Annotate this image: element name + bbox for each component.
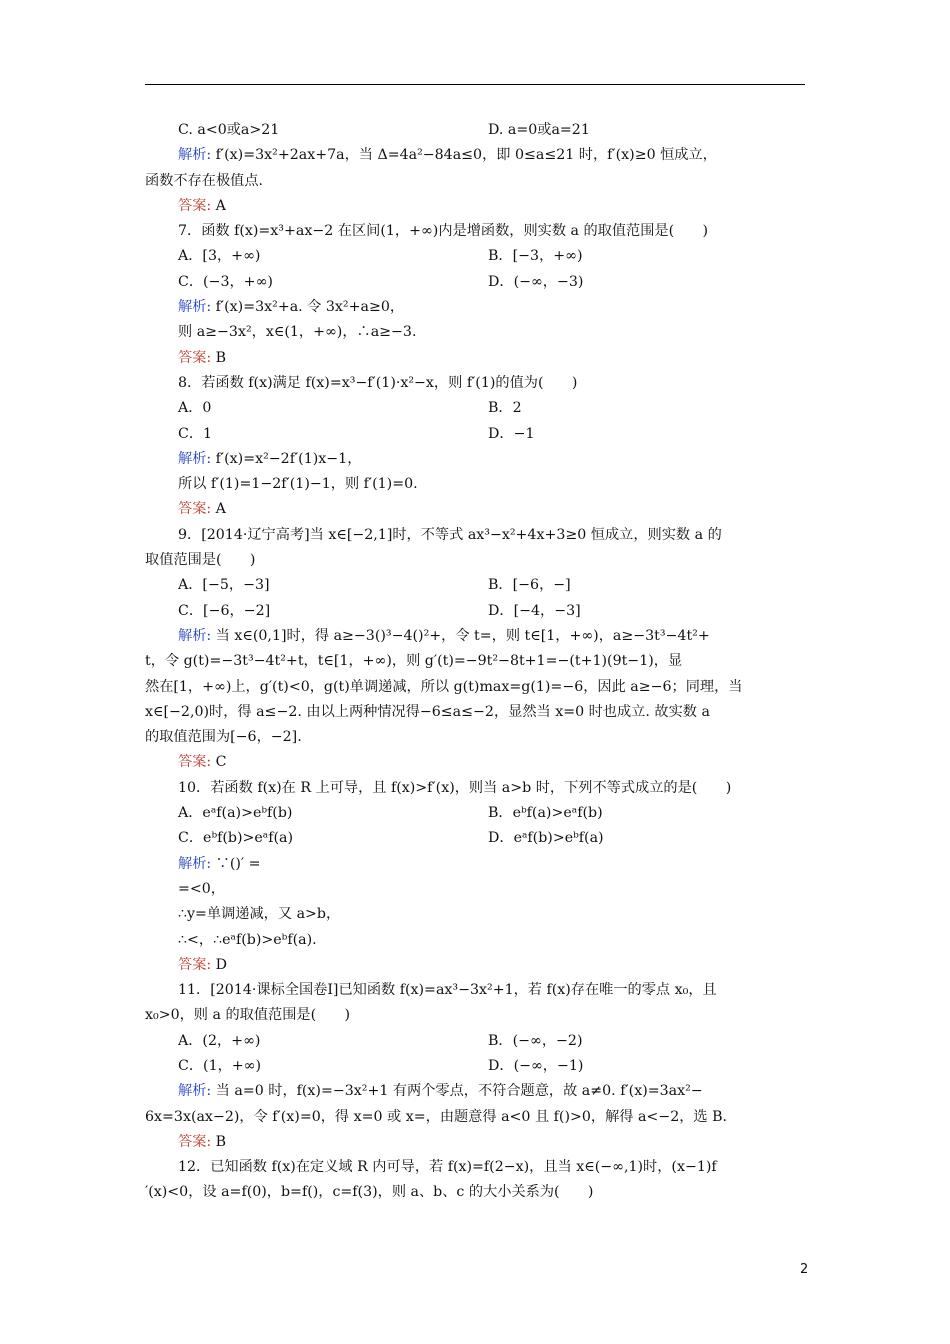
document-body [145, 118, 807, 1206]
line-text: A [215, 501, 226, 518]
option-right: D. a=0或a=21 [488, 122, 590, 138]
options-row [145, 599, 807, 624]
option-right: B．[−6，−] [488, 577, 571, 594]
answer-label: 答案: [178, 956, 212, 973]
answer-label: 答案: [178, 197, 212, 214]
answer-label: 答案: [178, 349, 212, 366]
line-text: 8．若函数 f(x)满足 f(x)=x³−f′(1)·x²−x，则 f′(1)的值为( ) [178, 374, 578, 391]
continuation-line [145, 1180, 807, 1205]
option-right: D．−1 [488, 425, 535, 442]
line-text: =<0， [178, 880, 225, 897]
line-text: x₀>0，则 a 的取值范围是( ) [145, 1007, 351, 1024]
line-text: 10．若函数 f(x)在 R 上可导，且 f(x)>f′(x)，则当 a>b 时，下列不等式成立的是( ) [178, 779, 732, 796]
line-text: B [215, 1133, 227, 1150]
options-row [145, 1054, 807, 1079]
question-line [145, 1155, 807, 1180]
line-text: f′(x)=x²−2f′(1)x−1， [215, 450, 362, 467]
options-row [145, 573, 807, 598]
line-text: f′(x)=3x²+2ax+7a，当 Δ=4a²−84a≤0，即 0≤a≤21 时，f′(x)≥0 恒成立， [215, 147, 717, 164]
header-rule [145, 84, 805, 85]
line-text: C [215, 754, 227, 771]
option-left: C．(−3，+∞) [178, 273, 273, 290]
solution-line [145, 447, 807, 472]
options-row [145, 270, 807, 295]
line-text: 当 x∈(0,1]时，得 a≥−3()³−4()²+，令 t=，则 t∈[1，+∞)，a≥−3t³−4t²+ [215, 627, 710, 644]
solution-line [145, 143, 807, 168]
answer-line [145, 750, 807, 775]
option-right: D．[−4，−3] [488, 602, 581, 619]
answer-line [145, 194, 807, 219]
option-right: B．[−3，+∞) [488, 248, 583, 265]
solution-label: 解析: [178, 147, 212, 164]
question-line [145, 978, 807, 1003]
options-row [145, 801, 807, 826]
line-text: 当 a=0 时，f(x)=−3x²+1 有两个零点，不符合题意，故 a≠0. f′(x)=3ax²− [215, 1083, 703, 1100]
option-left: C．eᵇf(b)>eᵃf(a) [178, 830, 294, 847]
line-text: B [215, 349, 227, 366]
solution-label: 解析: [178, 299, 212, 316]
line-text: 7．函数 f(x)=x³+ax−2 在区间(1，+∞)内是增函数，则实数 a 的取值范围是( ) [178, 223, 709, 240]
option-left: A．eᵃf(a)>eᵇf(b) [178, 805, 293, 822]
continuation-line [145, 649, 807, 674]
option-left: A．[3，+∞) [178, 248, 261, 265]
solution-label: 解析: [178, 627, 212, 644]
options-row [145, 396, 807, 421]
line-text: ∴<，∴eᵃf(b)>eᵇf(a). [178, 931, 317, 948]
line-text: 9．[2014·辽宁高考]当 x∈[−2,1]时，不等式 ax³−x²+4x+3≥0 恒成立，则实数 a 的 [178, 526, 722, 543]
solution-line [145, 1079, 807, 1104]
answer-line [145, 1130, 807, 1155]
option-right: B．eᵇf(a)>eᵃf(b) [488, 805, 603, 822]
question-line [145, 877, 807, 902]
line-text: 6x=3x(ax−2)，令 f′(x)=0，得 x=0 或 x=，由题意得 a<0 且 f()>0，解得 a<−2，选 B. [145, 1108, 728, 1125]
line-text: 则 a≥−3x²，x∈(1，+∞)，∴a≥−3. [178, 324, 417, 341]
option-right: D．(−∞，−3) [488, 273, 584, 290]
line-text: 所以 f′(1)=1−2f′(1)−1，则 f′(1)=0. [178, 476, 418, 493]
answer-label: 答案: [178, 754, 212, 771]
solution-label: 解析: [178, 855, 212, 872]
solution-label: 解析: [178, 1083, 212, 1100]
solution-line [145, 295, 807, 320]
line-text: f′(x)=3x²+a. 令 3x²+a≥0， [215, 299, 405, 316]
line-text: ′(x)<0，设 a=f(0)，b=f()，c=f(3)，则 a、b、c 的大小关系为( ) [145, 1184, 594, 1201]
line-text: 的取值范围为[−6，−2]. [145, 729, 302, 746]
answer-label: 答案: [178, 501, 212, 518]
question-line [145, 776, 807, 801]
option-left: C．1 [178, 425, 213, 442]
continuation-line [145, 1105, 807, 1130]
options-row [145, 118, 807, 143]
solution-line [145, 624, 807, 649]
options-row [145, 826, 807, 851]
question-line [145, 472, 807, 497]
question-line [145, 320, 807, 345]
question-line [145, 371, 807, 396]
line-text: ∵()′ = [215, 855, 261, 872]
line-text: x∈[−2,0)时，得 a≤−2. 由以上两种情况得−6≤a≤−2，显然当 x=0 时也成立. 故实数 a [145, 703, 710, 720]
options-row [145, 244, 807, 269]
line-text: 12．已知函数 f(x)在定义域 R 内可导，若 f(x)=f(2−x)，且当 x∈(−∞,1)时，(x−1)f [178, 1159, 717, 1176]
question-line [145, 928, 807, 953]
answer-label: 答案: [178, 1133, 212, 1150]
answer-line [145, 497, 807, 522]
continuation-line [145, 700, 807, 725]
page-number: 2 [800, 1262, 809, 1277]
option-left: A．(2，+∞) [178, 1032, 261, 1049]
line-text: t，令 g(t)=−3t³−4t²+t，t∈[1，+∞)，则 g′(t)=−9t²−8t+1=−(t+1)(9t−1)，显 [145, 653, 683, 670]
solution-line [145, 852, 807, 877]
options-row [145, 1029, 807, 1054]
line-text: 取值范围是( ) [145, 552, 256, 569]
line-text: D [215, 956, 228, 973]
continuation-line [145, 1003, 807, 1028]
option-left: C. a<0或a>21 [178, 122, 280, 138]
continuation-line [145, 675, 807, 700]
continuation-line [145, 169, 807, 194]
option-right: D．eᵃf(b)>eᵇf(a) [488, 830, 604, 847]
option-right: B．2 [488, 400, 522, 417]
continuation-line [145, 725, 807, 750]
option-right: D．(−∞，−1) [488, 1057, 584, 1074]
option-left: C．[−6，−2] [178, 602, 271, 619]
line-text: A [215, 197, 226, 214]
option-left: A．[−5，−3] [178, 577, 270, 594]
answer-line [145, 346, 807, 371]
line-text: 然在[1，+∞)上，g′(t)<0，g(t)单调递减，所以 g(t)max=g(1)=−6，因此 a≥−6；同理，当 [145, 678, 743, 695]
line-text: 函数不存在极值点. [145, 172, 264, 189]
option-left: C．(1，+∞) [178, 1057, 262, 1074]
option-left: A．0 [178, 400, 212, 417]
option-right: B．(−∞，−2) [488, 1032, 583, 1049]
question-line [145, 523, 807, 548]
line-text: ∴y=单调递减，又 a>b， [178, 906, 341, 923]
question-line [145, 219, 807, 244]
continuation-line [145, 548, 807, 573]
answer-line [145, 953, 807, 978]
options-row [145, 422, 807, 447]
line-text: 11．[2014·课标全国卷Ⅰ]已知函数 f(x)=ax³−3x²+1，若 f(x)存在唯一的零点 x₀，且 [178, 982, 717, 999]
solution-label: 解析: [178, 450, 212, 467]
question-line [145, 902, 807, 927]
